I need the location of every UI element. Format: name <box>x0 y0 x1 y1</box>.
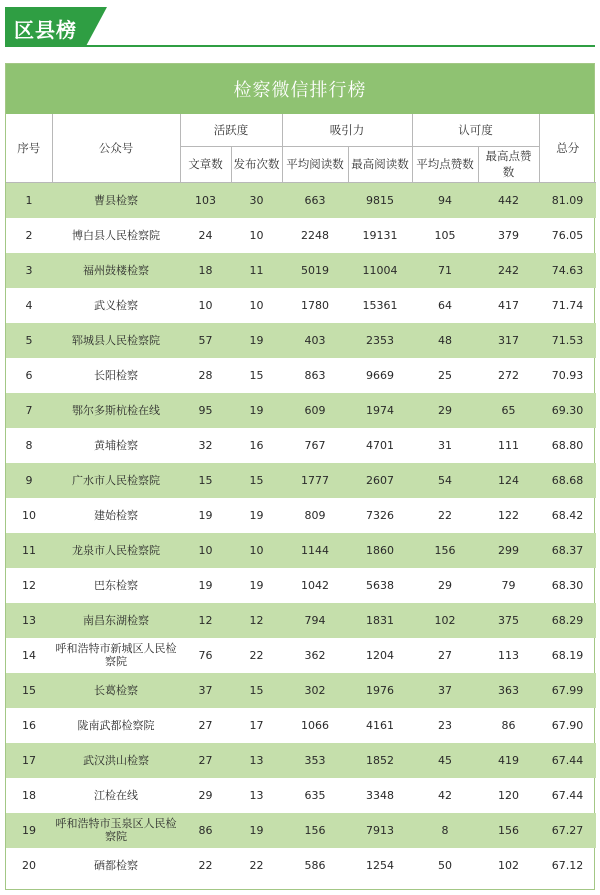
cell-total: 68.80 <box>551 438 584 452</box>
cell-posts: 19 <box>231 813 282 848</box>
header-avg-reads: 平均阅读数 <box>282 146 348 182</box>
cell-max-reads: 2353 <box>348 323 412 358</box>
cell-posts: 19 <box>249 578 264 592</box>
cell-max-reads: 9815 <box>348 182 412 218</box>
table-row <box>6 358 596 393</box>
cell-max-reads: 1254 <box>366 858 394 872</box>
cell-max-reads: 5638 <box>366 578 394 592</box>
cell-total: 67.90 <box>551 718 584 732</box>
cell-posts: 10 <box>231 533 282 568</box>
cell-avg-likes: 25 <box>438 368 452 382</box>
cell-max-reads: 11004 <box>348 253 412 288</box>
cell-avg-reads: 663 <box>282 182 348 218</box>
cell-avg-reads: 1780 <box>301 298 329 312</box>
cell-max-likes: 120 <box>498 788 519 802</box>
cell-articles: 76 <box>198 648 213 662</box>
cell-max-reads: 4161 <box>366 718 394 732</box>
table-row <box>6 182 596 218</box>
cell-avg-likes: 94 <box>412 182 478 218</box>
cell-avg-reads: 1042 <box>301 578 329 592</box>
cell-articles: 37 <box>180 673 231 708</box>
cell-account: 龙泉市人民检察院 <box>52 533 180 568</box>
table-header <box>6 114 596 182</box>
cell-total: 70.93 <box>551 368 584 382</box>
cell-articles: 10 <box>198 298 213 312</box>
cell-max-likes: 272 <box>498 368 519 382</box>
cell-max-likes: 79 <box>501 578 516 592</box>
cell-avg-likes: 29 <box>438 578 452 592</box>
cell-posts: 13 <box>249 788 264 802</box>
cell-posts: 22 <box>249 648 264 662</box>
cell-total: 71.53 <box>539 323 596 358</box>
header-recognition: 认可度 <box>412 114 539 146</box>
cell-account: 建始检察 <box>94 508 138 522</box>
cell-max-reads: 1974 <box>348 393 412 428</box>
cell-articles: 95 <box>180 393 231 428</box>
cell-articles: 57 <box>180 323 231 358</box>
cell-rank: 2 <box>25 228 33 242</box>
header-attraction: 吸引力 <box>282 114 412 146</box>
cell-total: 67.27 <box>539 813 596 848</box>
ranking-table-panel <box>5 63 595 890</box>
cell-articles: 27 <box>180 743 231 778</box>
cell-posts: 22 <box>249 858 264 872</box>
table-body <box>6 182 596 883</box>
cell-avg-likes: 27 <box>438 648 452 662</box>
cell-rank: 8 <box>25 438 33 452</box>
cell-avg-likes: 102 <box>412 603 478 638</box>
cell-total: 69.30 <box>539 393 596 428</box>
header-total: 总分 <box>539 114 596 182</box>
cell-avg-reads: 609 <box>282 393 348 428</box>
cell-max-reads: 3348 <box>366 788 394 802</box>
cell-avg-likes: 42 <box>438 788 452 802</box>
cell-max-reads: 7326 <box>366 508 394 522</box>
cell-articles: 28 <box>198 368 213 382</box>
cell-avg-likes: 156 <box>412 533 478 568</box>
cell-rank: 12 <box>22 578 36 592</box>
cell-total: 71.74 <box>551 298 584 312</box>
cell-max-likes: 156 <box>478 813 539 848</box>
table-row <box>6 778 596 813</box>
cell-articles: 22 <box>198 858 213 872</box>
cell-avg-likes: 23 <box>438 718 452 732</box>
cell-account: 鄂尔多斯杭检在线 <box>52 393 180 428</box>
cell-max-reads: 15361 <box>362 298 398 312</box>
table-row <box>6 288 596 323</box>
section-divider <box>5 45 595 47</box>
table-row <box>6 673 596 708</box>
header-max-reads: 最高阅读数 <box>348 146 412 182</box>
cell-avg-reads: 794 <box>282 603 348 638</box>
cell-avg-reads: 767 <box>304 438 326 452</box>
header-rank: 序号 <box>6 114 52 182</box>
table-row <box>6 428 596 463</box>
cell-total: 67.99 <box>539 673 596 708</box>
cell-articles: 27 <box>198 718 213 732</box>
cell-rank: 18 <box>22 788 36 802</box>
cell-posts: 17 <box>249 718 264 732</box>
cell-max-likes: 242 <box>478 253 539 288</box>
cell-max-reads: 19131 <box>362 228 398 242</box>
cell-avg-reads: 1066 <box>301 718 329 732</box>
cell-max-likes: 419 <box>478 743 539 778</box>
table-row <box>6 323 596 358</box>
cell-account: 武汉洪山检察 <box>52 743 180 778</box>
cell-posts: 19 <box>249 508 264 522</box>
header-max-likes: 最高点赞数 <box>478 146 539 182</box>
table-row <box>6 848 596 883</box>
header-articles: 文章数 <box>180 146 231 182</box>
cell-rank: 20 <box>22 858 36 872</box>
cell-max-likes: 299 <box>478 533 539 568</box>
cell-rank: 5 <box>6 323 52 358</box>
cell-rank: 6 <box>25 368 33 382</box>
cell-avg-likes: 29 <box>412 393 478 428</box>
cell-total: 76.05 <box>551 228 584 242</box>
table-row <box>6 498 596 533</box>
table-row <box>6 218 596 253</box>
cell-account: 江检在线 <box>94 788 138 802</box>
cell-total: 68.30 <box>551 578 584 592</box>
cell-posts: 10 <box>249 228 264 242</box>
cell-total: 67.44 <box>551 788 584 802</box>
cell-max-likes: 86 <box>501 718 516 732</box>
cell-rank: 1 <box>6 182 52 218</box>
cell-max-likes: 102 <box>498 858 519 872</box>
table-row <box>6 393 596 428</box>
cell-max-likes: 122 <box>498 508 519 522</box>
cell-articles: 32 <box>198 438 213 452</box>
cell-max-likes: 363 <box>478 673 539 708</box>
cell-max-reads: 7913 <box>348 813 412 848</box>
cell-total: 68.42 <box>551 508 584 522</box>
table-row <box>6 603 596 638</box>
cell-total: 81.09 <box>539 182 596 218</box>
cell-account: 长葛检察 <box>52 673 180 708</box>
cell-avg-reads: 403 <box>282 323 348 358</box>
table-row <box>6 533 596 568</box>
cell-avg-likes: 50 <box>438 858 452 872</box>
cell-avg-likes: 54 <box>412 463 478 498</box>
cell-max-reads: 1852 <box>348 743 412 778</box>
cell-avg-likes: 31 <box>438 438 452 452</box>
cell-posts: 15 <box>231 673 282 708</box>
cell-total: 67.12 <box>551 858 584 872</box>
cell-rank: 7 <box>6 393 52 428</box>
cell-max-likes: 65 <box>478 393 539 428</box>
cell-account: 郓城县人民检察院 <box>52 323 180 358</box>
cell-avg-likes: 64 <box>438 298 452 312</box>
table-row <box>6 743 596 778</box>
cell-max-likes: 111 <box>498 438 519 452</box>
ranking-table <box>6 114 596 883</box>
cell-rank: 14 <box>22 648 36 662</box>
cell-account: 硒都检察 <box>94 858 138 872</box>
cell-articles: 19 <box>198 578 213 592</box>
cell-avg-reads: 1144 <box>282 533 348 568</box>
cell-avg-likes: 48 <box>412 323 478 358</box>
cell-max-reads: 9669 <box>366 368 394 382</box>
cell-max-likes: 317 <box>478 323 539 358</box>
cell-avg-reads: 2248 <box>301 228 329 242</box>
cell-total: 68.68 <box>539 463 596 498</box>
cell-max-likes: 442 <box>478 182 539 218</box>
table-row <box>6 253 596 288</box>
cell-articles: 12 <box>180 603 231 638</box>
cell-max-reads: 4701 <box>366 438 394 452</box>
cell-account: 福州鼓楼检察 <box>52 253 180 288</box>
cell-posts: 10 <box>249 298 264 312</box>
cell-articles: 10 <box>180 533 231 568</box>
cell-rank: 4 <box>25 298 33 312</box>
cell-posts: 11 <box>231 253 282 288</box>
cell-avg-reads: 302 <box>282 673 348 708</box>
cell-rank: 13 <box>6 603 52 638</box>
cell-total: 74.63 <box>539 253 596 288</box>
cell-max-reads: 1831 <box>348 603 412 638</box>
cell-posts: 15 <box>249 368 264 382</box>
cell-account: 陇南武都检察院 <box>77 718 155 732</box>
cell-account: 呼和浩特市新城区人民检察院 <box>55 642 177 668</box>
cell-articles: 86 <box>180 813 231 848</box>
cell-avg-reads: 362 <box>304 648 326 662</box>
cell-avg-reads: 635 <box>304 788 326 802</box>
cell-articles: 19 <box>198 508 213 522</box>
table-row <box>6 638 596 673</box>
section-title: 区县榜 <box>14 18 77 42</box>
cell-posts: 15 <box>231 463 282 498</box>
cell-rank: 17 <box>6 743 52 778</box>
table-row <box>6 813 596 848</box>
cell-account: 南昌东湖检察 <box>52 603 180 638</box>
cell-max-likes: 417 <box>498 298 519 312</box>
cell-total: 67.44 <box>539 743 596 778</box>
cell-avg-likes: 105 <box>434 228 456 242</box>
cell-total: 68.19 <box>551 648 584 662</box>
cell-max-likes: 113 <box>498 648 519 662</box>
cell-avg-likes: 45 <box>412 743 478 778</box>
cell-avg-reads: 5019 <box>282 253 348 288</box>
cell-avg-reads: 156 <box>282 813 348 848</box>
cell-account: 黄埔检察 <box>94 438 138 452</box>
cell-articles: 18 <box>180 253 231 288</box>
cell-max-likes: 379 <box>498 228 519 242</box>
cell-posts: 19 <box>231 323 282 358</box>
cell-avg-likes: 8 <box>412 813 478 848</box>
cell-posts: 30 <box>231 182 282 218</box>
cell-account: 武义检察 <box>94 298 138 312</box>
cell-max-likes: 375 <box>478 603 539 638</box>
table-row <box>6 463 596 498</box>
cell-max-reads: 2607 <box>348 463 412 498</box>
cell-max-reads: 1976 <box>348 673 412 708</box>
cell-rank: 9 <box>6 463 52 498</box>
cell-rank: 10 <box>22 508 36 522</box>
cell-posts: 13 <box>231 743 282 778</box>
cell-account: 博白县人民检察院 <box>72 228 160 242</box>
cell-posts: 19 <box>231 393 282 428</box>
header-activity: 活跃度 <box>180 114 282 146</box>
table-row <box>6 568 596 603</box>
cell-avg-reads: 809 <box>304 508 326 522</box>
table-title: 检察微信排行榜 <box>6 64 594 114</box>
cell-avg-likes: 37 <box>412 673 478 708</box>
cell-total: 68.37 <box>539 533 596 568</box>
cell-avg-likes: 71 <box>412 253 478 288</box>
cell-articles: 15 <box>180 463 231 498</box>
cell-articles: 29 <box>198 788 213 802</box>
cell-total: 68.29 <box>539 603 596 638</box>
table-row <box>6 708 596 743</box>
cell-avg-reads: 1777 <box>282 463 348 498</box>
cell-avg-reads: 353 <box>282 743 348 778</box>
cell-account: 广水市人民检察院 <box>52 463 180 498</box>
cell-avg-reads: 586 <box>304 858 326 872</box>
cell-posts: 12 <box>231 603 282 638</box>
cell-avg-likes: 22 <box>438 508 452 522</box>
cell-avg-reads: 863 <box>304 368 326 382</box>
cell-rank: 15 <box>6 673 52 708</box>
cell-posts: 16 <box>249 438 264 452</box>
cell-rank: 11 <box>6 533 52 568</box>
header-posts: 发布次数 <box>231 146 282 182</box>
cell-rank: 16 <box>22 718 36 732</box>
cell-rank: 3 <box>6 253 52 288</box>
cell-rank: 19 <box>6 813 52 848</box>
cell-account: 巴东检察 <box>94 578 138 592</box>
cell-max-likes: 124 <box>478 463 539 498</box>
cell-account: 呼和浩特市玉泉区人民检察院 <box>52 813 180 848</box>
header-avg-likes: 平均点赞数 <box>412 146 478 182</box>
cell-articles: 24 <box>198 228 213 242</box>
header-account: 公众号 <box>52 114 180 182</box>
cell-max-reads: 1204 <box>366 648 394 662</box>
cell-articles: 103 <box>180 182 231 218</box>
cell-account: 长阳检察 <box>94 368 138 382</box>
cell-max-reads: 1860 <box>348 533 412 568</box>
cell-account: 曹县检察 <box>52 182 180 218</box>
